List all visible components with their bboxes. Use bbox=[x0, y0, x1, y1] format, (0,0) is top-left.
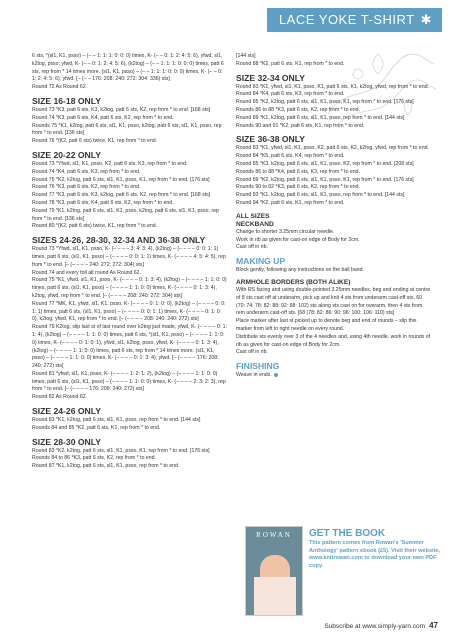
s7-line: Rounds 86 to 88 *K4, patt 6 sts, K3, rep from * to end. bbox=[236, 168, 360, 175]
s5-line: Rounds 84 to 86 *K3, patt 6 sts, K2, rep from * to end. bbox=[32, 455, 156, 462]
s2-line: Round 77 *K3, patt 6 sts, K3, k2tog, patt 6 sts, K2, rep from * to end. [168 sts] bbox=[32, 192, 211, 199]
top-garment bbox=[254, 577, 296, 616]
s3-line: Round 73 *Yfwd, sl1, K1, psso, K- (– – – – 3: 4: 3: 4), (k2tog) – (– – – – 0: 0: 1: 1) times, patt 6 sts, (sl1, K1, psso) – (– – – – 0: 0: 1: 1) times, K- (– – – – 4: 5: 4: 5), rep from * to end. [– (– – – – 240: 272: 272: 304) sts] bbox=[32, 246, 226, 268]
footer bbox=[324, 621, 438, 630]
s3-line: Round 81 *yfwd, sl1, K1, psso, K- (– – – – 1: 2: 1: 2), (k2tog) – (– – – – 1: 1: 0: 0) times, patt 6 sts, (sl1, K1, psso) – (– – – – 1: 1: 0: 0) times, K- (– – – – 2: 3: 2: 3), rep from * to end. [– (– – – – 176: 208: 240: 272) sts] bbox=[32, 370, 226, 393]
r-top-line: Round 88 *K2, patt 6 sts, K1, rep from * to end. bbox=[236, 60, 345, 67]
book-text bbox=[309, 528, 441, 570]
nb-line: Work in rib as given for cast-on edge of Body for 2cm. bbox=[236, 236, 360, 243]
page-title-text: LACE YOKE T-SHIRT bbox=[278, 12, 415, 27]
right-column bbox=[236, 53, 432, 380]
s7-line: Round 83 *K1, yfwd, sl1, K1, psso, K2, patt 6 sts, K2, k2tog, yfwd, rep from * to end. bbox=[236, 145, 429, 152]
size-24-26-heading: SIZE 24-26 ONLY bbox=[32, 406, 101, 417]
ab-line: With RS facing and using double-pointed 3.25mm needles, beg and ending at centre of 8 sts cast off at underarm, pick up and knit 4 sts from underarm cast-off sts, 60 (70: 74: 78: 82: 88: 92: 98: 102) sts along sts cast on for overarm, then 4 sts from rem underarm cast-off sts. [68 (78: 82: 86: 90: 96: 100: 106: 110) sts] bbox=[236, 286, 431, 317]
s7-line: Round 93 *K1, k2tog, patt 6 sts, sl1, K1, psso, rep from * to end. [144 sts] bbox=[236, 192, 405, 199]
s1-line: Round 74 *K3, patt 6 sts, K4, patt 6 sts, K2, rep from * to end. bbox=[32, 114, 174, 121]
s7-line: Round 94 *K2, patt 6 sts, K1, rep from * to end. bbox=[236, 199, 345, 206]
nb-line: Cast off in rib. bbox=[236, 244, 268, 251]
star-icon: ✱ bbox=[420, 12, 432, 27]
neckband-heading: NECKBAND bbox=[236, 220, 274, 228]
finishing-heading: FINISHING bbox=[236, 361, 280, 372]
page-title bbox=[267, 8, 442, 32]
s7-line: Rounds 90 to 92 *K3, patt 6 sts, K2, rep from * to end. bbox=[236, 184, 360, 191]
s7-line: Round 89 *K2, k2tog, patt 6 sts, sl1, K1, psso, K1, rep from * to end. [176 sts] bbox=[236, 176, 414, 183]
fin-text: Weave in ends. bbox=[236, 372, 272, 379]
footer-link[interactable]: Subscribe at www.simply-yarn.com bbox=[324, 623, 426, 630]
ab-line: Distribute sts evenly over 3 of the 4 needles and, using 4th needle, work in rounds of rib as given for cast-on edge of Body for 2cm. bbox=[236, 333, 431, 348]
s3-line: Round 82 As Round 62. bbox=[32, 394, 88, 401]
s2-line: Round 78 *K3, patt 6 sts, K4, patt 6 sts, K2, rep from * to end. bbox=[32, 199, 174, 206]
s4-line: Rounds 84 and 85 *K2, patt 6 sts, K1, rep from * to end. bbox=[32, 424, 161, 431]
intro-text: 6 sts, *(sl1, K1, psso) – (– – 1: 1: 1: 0: 0: 0) times, K- (– – 0: 1: 2: 4: 5: 6), yfwd, sl1, k2tog, psso, yfwd, K- (– – 0: 1: 2: 4: 5: 6), (k2tog) – (– – 1: 1: 1: 0: 0: 0) times, patt 6 sts, rep from * 14 times more. (sl1, K1, psso) – (– – 1: 1: 1: 0: 0: 0) times, K- (– – 0: 1: 2: 4: 5: 6), yfwd. [– (– – 176: 208: 240: 272: 304: 336) sts] bbox=[32, 53, 224, 83]
book-body: This pattern comes from Rowan's 'Summer Anthology' pattern ebook (£5). Visit their website, www.knitrowan.com to download your own PDF copy. bbox=[309, 540, 441, 569]
s6-line: Round 84 *K4, patt 6 sts, K3, rep from * to end. bbox=[236, 91, 345, 98]
s3-line: Round 77 *MK, K1, yfwd, sl1, K1, psso, K- (– – – – 0: 1: 0: 0), (k2tog) – (– – – – 0: 0: 1: 1) times, patt 6 sts, (sl1, K1, psso) – (– – – – 0: 0: 1: 1) times, K- (– – – – 0: 1: 0: 0), k2tog, yfwd, K1, rep from * to end. [– (– – – – 208: 240: 240: 272) sts] bbox=[32, 300, 226, 323]
s5-line: Round 87 *K1, k2tog, patt 6 sts, sl1, K1, psso, rep from * to end. bbox=[32, 463, 180, 470]
s2-line: Round 79 *K1, k2tog, patt 6 sts, sl1, K1, psso, k2tog, patt 6 sts, sl1, K1, psso, rep from * to end. [136 sts] bbox=[32, 207, 219, 222]
nb-line: Change to shorter 3.25mm circular needle. bbox=[236, 228, 335, 235]
book-cover-image bbox=[245, 526, 303, 616]
fin-line bbox=[236, 372, 432, 380]
s3-line: Round 79 K2tog, slip last st of last round over k2tog just made, yfwd, K- (– – – – 0: 1: 1: 4), (k2tog) – (– – – – 1: 1: 0: 0) times, patt 6 sts, *(sl1, K1, psso) – (– – – – 1: 1: 0: 0) times, K- (– – – – 0: 1: 0: 1), yfwd, sl1, k2tog, psso, yfwd, K- (– – – – 0: 1: 3: 4), (k2tog) – (– – – – 1: 1: 0: 0) times, patt 6 sts, rep from * 14 times more. (sl1, K1, psso) – (– – – – 1: 1: 0: 0) times, K- (– – – – 0: 1: 3: 4), yfwd. [– (– – – – 176: 208: 240: 272) sts] bbox=[32, 324, 227, 370]
s6-line: Round 89 *K1, k2tog, patt 6 sts, sl1, K1, psso, rep from * to end. [144 sts] bbox=[236, 114, 405, 121]
s1-line: Round 76 *(K2, patt 6 sts) twice, K1, rep from * to end. bbox=[32, 138, 158, 145]
left-column bbox=[32, 53, 228, 471]
s1-line: Round 73 *K3, patt 6 sts, K3, k2tog, patt 6 sts, K2, rep from * to end. [168 sts] bbox=[32, 106, 211, 113]
s2-line: Round 80 *(K2, patt 6 sts) twice, K1, rep from * to end. bbox=[32, 223, 158, 230]
book-title: GET THE BOOK bbox=[309, 528, 386, 539]
s7-line: Round 85 *K3, k2tog, patt 6 sts, sl1, K1, psso, K2, rep from * to end. [208 sts] bbox=[236, 160, 414, 167]
size-20-22-heading: SIZE 20-22 ONLY bbox=[32, 149, 101, 160]
intro-end: Round 72 As Round 62. bbox=[32, 84, 88, 91]
page-number: 47 bbox=[429, 621, 438, 630]
s1-line: Rounds 75 *K1, k2tog, patt 6 sts, sl1, K1, psso, k2tog, patt 6 sts, sl1, K1, psso, rep from * to end. [136 sts] bbox=[32, 122, 222, 137]
s4-line: Round 83 *K1, k2tog, patt 6 sts, sl1, K1, psso, rep from * to end. [144 sts] bbox=[32, 417, 201, 424]
s6-line: Rounds 90 and 91 *K2, patt 6 sts, K1, rep from * to end. bbox=[236, 122, 365, 129]
s2-line: Round 75 *K2, k2tog, patt 6 sts, sl1, K1, psso, K1, rep from * to end. [176 sts] bbox=[32, 176, 210, 183]
s6-line: Round 83 *K1, yfwd, sl1, K1, psso, K1, patt 6 sts, K1, k2tog, yfwd, rep from * to end. bbox=[236, 83, 429, 90]
s3-line: Round 74 and every foll alt round As Round 62. bbox=[32, 269, 142, 276]
header-bar bbox=[0, 0, 452, 30]
s2-line: Round 74 *K4, patt 6 sts, K3, rep from * to end. bbox=[32, 168, 141, 175]
all-sizes-heading: ALL SIZES bbox=[236, 212, 270, 220]
size-36-38-heading: SIZE 36-38 ONLY bbox=[236, 134, 305, 145]
s6-line: Round 85 *K2, k2tog, patt 6 sts, sl1, K1, psso, K1, rep from * to end. [176 sts] bbox=[236, 99, 414, 106]
s5-line: Round 83 *K2, k2tog, patt 6 sts, sl1, K1, psso, K1, rep from * to end. [176 sts] bbox=[32, 447, 210, 454]
end-dot-icon bbox=[274, 373, 278, 377]
size-32-34-heading: SIZE 32-34 ONLY bbox=[236, 72, 305, 83]
get-the-book-box bbox=[233, 526, 443, 616]
s7-line: Round 84 *K5, patt 6 sts, K4, rep from * to end. bbox=[236, 153, 345, 160]
size-28-30-heading: SIZE 28-30 ONLY bbox=[32, 436, 101, 447]
armhole-borders-heading: ARMHOLE BORDERS (BOTH ALIKE) bbox=[236, 278, 351, 286]
s6-line: Rounds 86 to 88 *K3, patt 6 sts, K2, rep from * to end. bbox=[236, 106, 360, 113]
r-top-line: [144 sts] bbox=[236, 53, 256, 59]
size-16-18-heading: SIZE 16-18 ONLY bbox=[32, 95, 101, 106]
sizes-24-38-heading: SIZES 24-26, 28-30, 32-34 AND 36-38 ONLY bbox=[32, 235, 206, 246]
book-mast: ROWAN bbox=[256, 531, 292, 539]
mu-line: Block gently, following any instructions on the ball band. bbox=[236, 267, 364, 274]
ab-line: Place marker after last st picked up to denote beg and end of rounds – slip this marker from left to right needle on every round. bbox=[236, 318, 417, 332]
s3-line: Round 75 *K1, yfwd, sl1, K1, psso, K- (– – – – 0: 1: 3: 4), (k2tog) – (– – – – 1: 1: 0: 0) times, patt 6 sts, (sl1, K1, psso) – (– – – – 1: 1: 0: 0) times, K- (– – – – 0: 1: 3: 4), k2tog, yfwd, rep from * to end. [– (– – – – 208: 240: 272: 304) sts] bbox=[32, 277, 227, 299]
ab-line: Cast off in rib. bbox=[236, 349, 268, 356]
making-up-heading: MAKING UP bbox=[236, 256, 286, 267]
s2-line: Round 73 *Yfwd, sl1, K1, psso, K2, patt 6 sts, K3, rep from * to end. bbox=[32, 160, 188, 167]
s2-line: Round 76 *K3, patt 6 sts, K2, rep from * to end. bbox=[32, 184, 141, 191]
